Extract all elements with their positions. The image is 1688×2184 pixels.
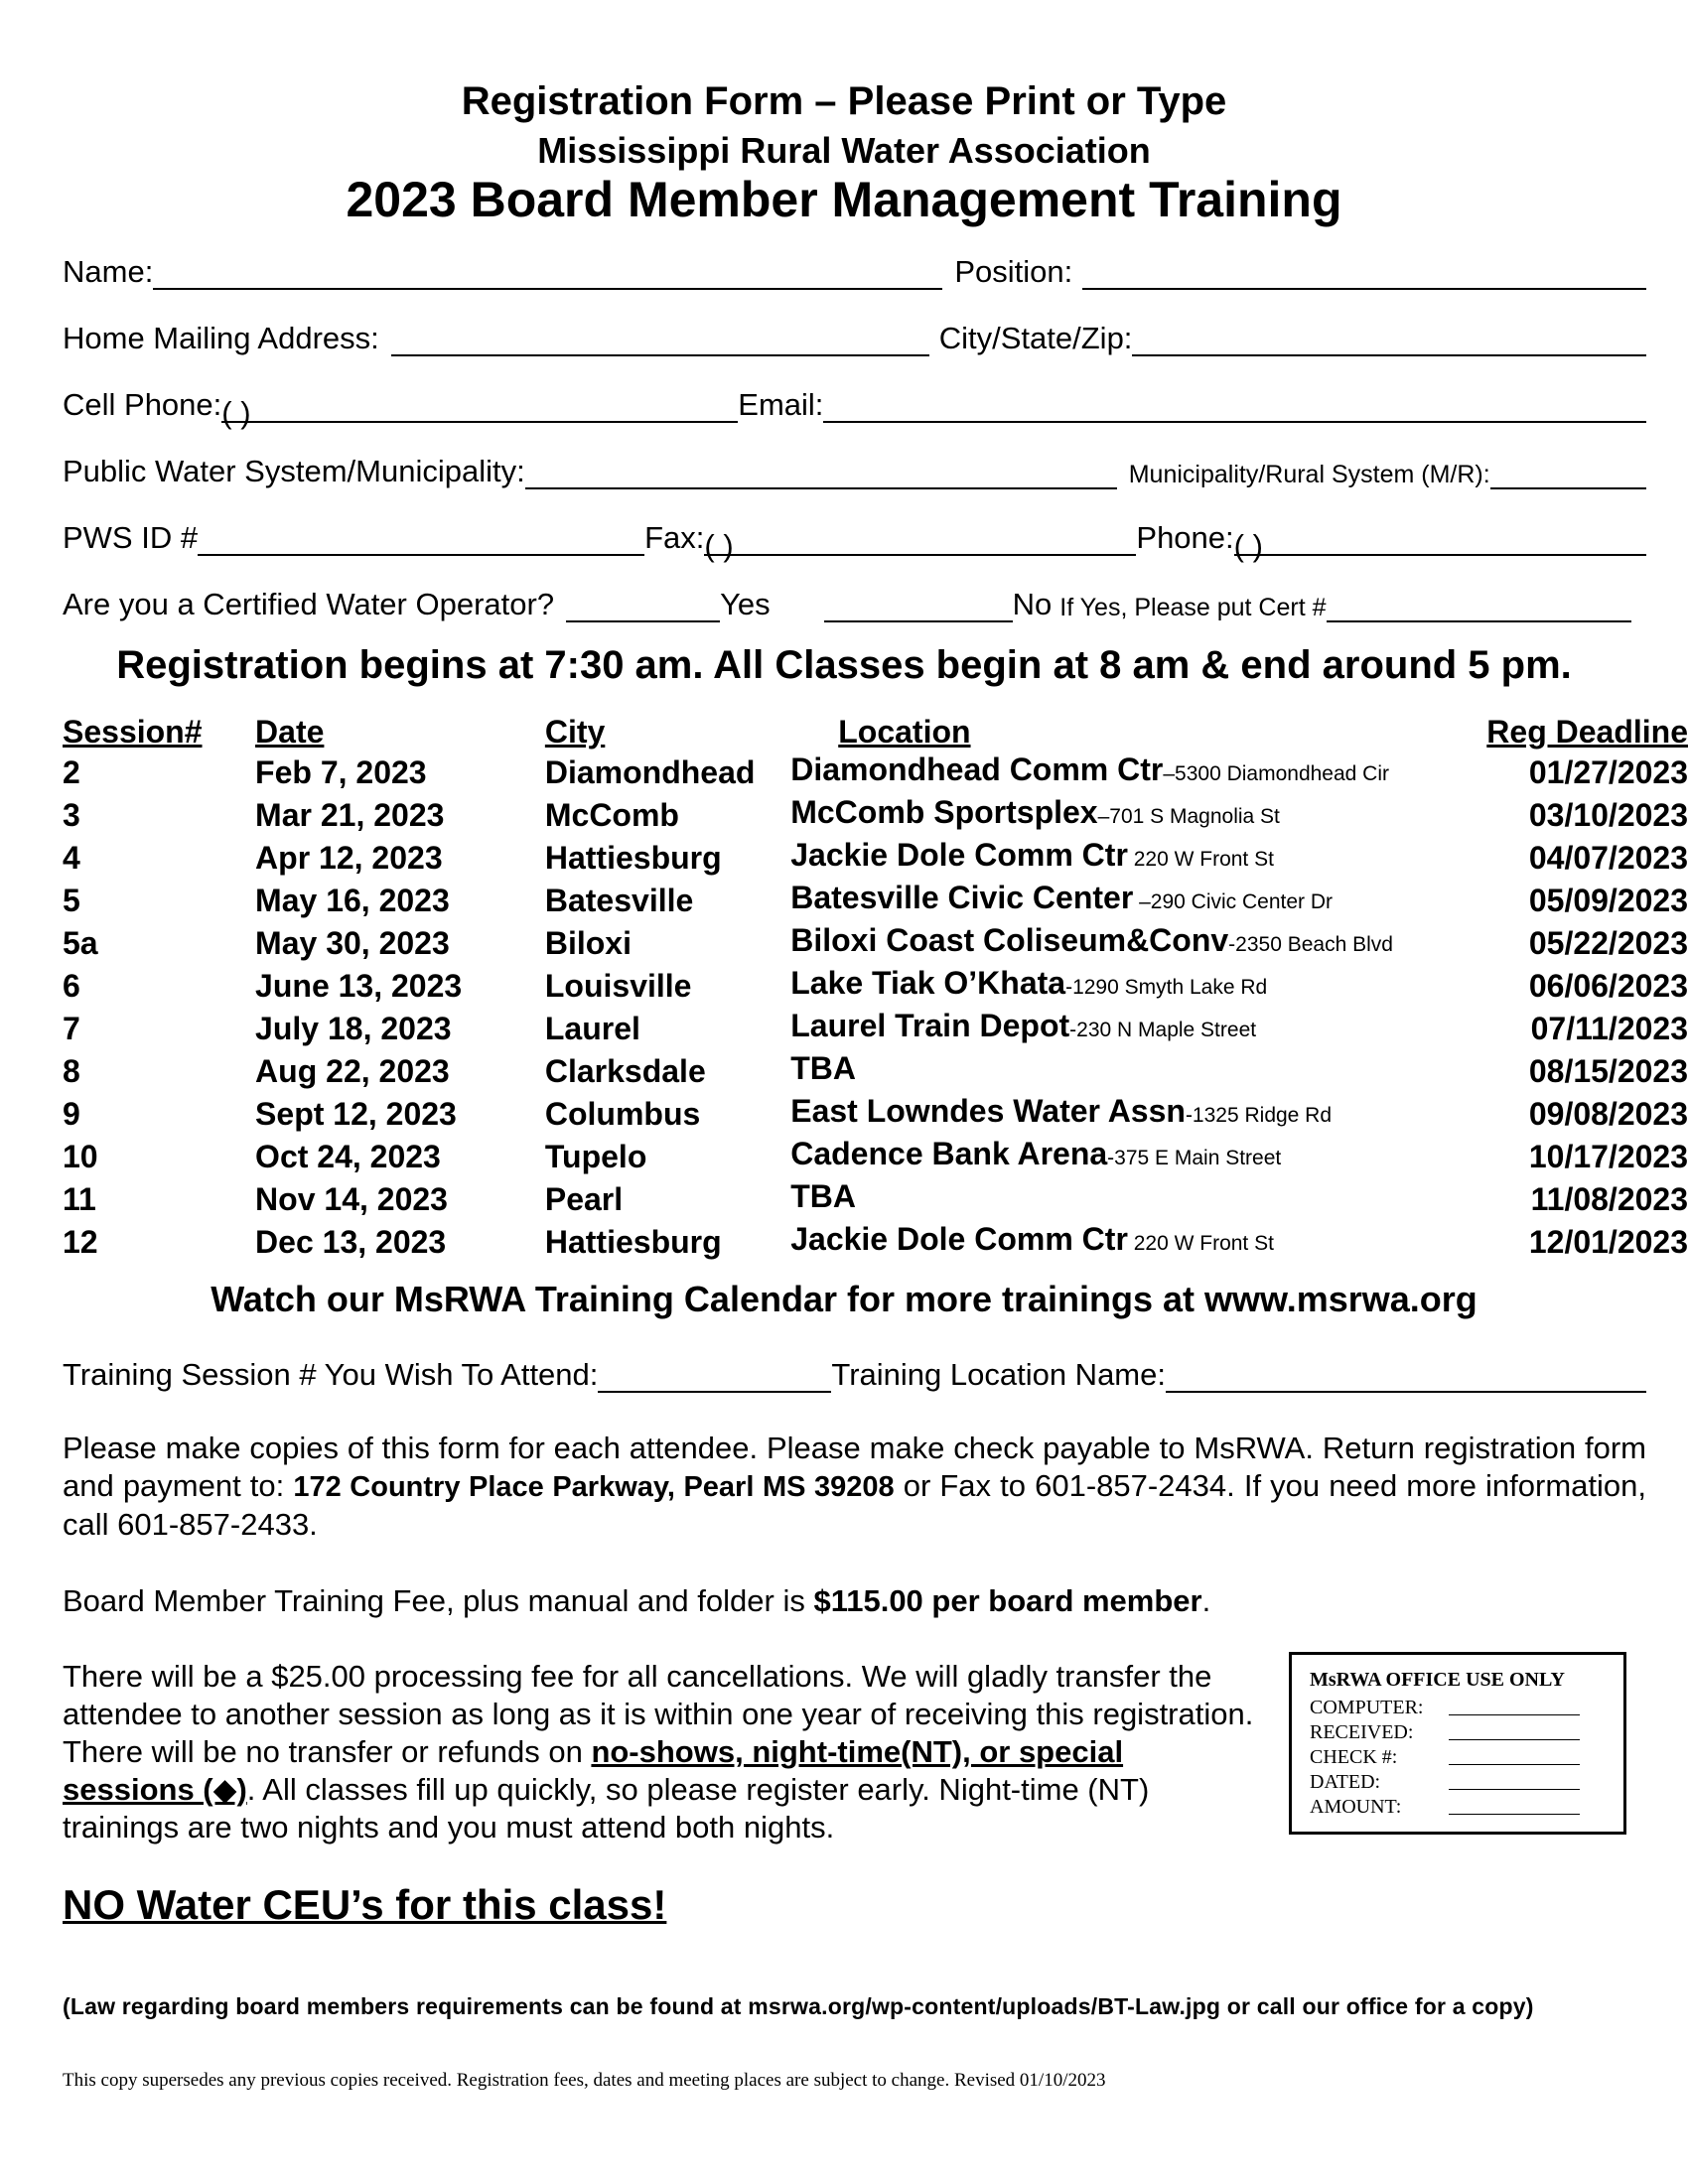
session-deadline: 06/06/2023 [1528,967,1688,1004]
session-number: 3 [63,796,80,833]
office-check-field[interactable] [1449,1745,1580,1765]
organization-name: Mississippi Rural Water Association [537,130,1151,171]
header-location: Location [838,714,971,750]
schedule-row [63,1007,1688,1049]
home-address-field[interactable] [391,325,929,356]
city-state-zip-label: City/State/Zip: [938,321,1133,355]
home-address-label: Home Mailing Address: [63,321,379,355]
no-ceu-notice: NO Water CEU’s for this class! [63,1881,667,1928]
schedule-row [63,1049,1688,1092]
session-deadline: 05/09/2023 [1528,882,1688,918]
location-wish-label: Training Location Name: [831,1357,1166,1392]
session-date: Apr 12, 2023 [255,839,443,876]
instructions-text: Please make copies of this form for each attendee. Please make check payable to MsRWA. Return registration form and payment to: [63,1431,1646,1503]
schedule-row [63,836,1688,879]
certified-yes-label: Yes [720,587,771,621]
session-deadline: 12/01/2023 [1528,1223,1688,1260]
office-dated-label: DATED: [1310,1771,1381,1793]
session-city: Tupelo [544,1138,647,1174]
session-deadline: 10/17/2023 [1528,1138,1688,1174]
email-field[interactable] [823,391,1646,423]
name-label: Name: [63,254,154,289]
instructions-contact: or Fax to 601-857-2434. If you need more information, call 601-857-2433. [63,1468,1646,1542]
law-note: (Law regarding board members requirements can be found at msrwa.org/wp-content/uploads/BT-Law.jpg or call our office for a copy) [63,1993,1534,2019]
session-deadline: 09/08/2023 [1528,1095,1688,1132]
cell-phone-field[interactable] [221,391,738,430]
office-received-label: RECEIVED: [1310,1721,1414,1743]
session-date: Mar 21, 2023 [255,796,445,833]
location-address: 220 W Front St [1127,1232,1274,1255]
cell-phone-area-code: ( ) [221,395,251,430]
session-city: Diamondhead [544,753,756,790]
session-date: Feb 7, 2023 [255,753,427,790]
session-number: 12 [63,1223,98,1260]
phone-field[interactable] [1233,524,1646,563]
session-wish-field[interactable] [598,1361,831,1393]
city-state-zip-field[interactable] [1132,325,1646,356]
phone-label: Phone: [1136,520,1234,555]
fee-period: . [1201,1583,1211,1618]
location-address: –290 Civic Center Dr [1133,890,1334,913]
session-number: 8 [63,1052,80,1089]
schedule-body [63,751,1688,1263]
return-address: 172 Country Place Parkway, Pearl MS 39208 [293,1471,895,1503]
office-computer-field[interactable] [1449,1696,1580,1715]
row-address [63,313,1646,356]
session-city: Laurel [544,1010,640,1046]
fax-area-code: ( ) [704,528,734,563]
session-date: May 16, 2023 [255,882,450,918]
position-field[interactable] [1082,258,1646,290]
session-deadline: 11/08/2023 [1530,1180,1688,1217]
session-deadline: 08/15/2023 [1528,1052,1688,1089]
certified-yes-field[interactable] [566,591,720,622]
session-city: Hattiesburg [544,839,722,876]
email-label: Email: [738,387,824,422]
office-use-box [1289,1652,1626,1835]
location-address: -2350 Beach Blvd [1228,933,1393,956]
location-address: -1290 Smyth Lake Rd [1065,976,1268,999]
office-check-label: CHECK #: [1310,1746,1398,1768]
location-address: -375 E Main Street [1107,1147,1282,1169]
schedule-row [63,1220,1688,1263]
session-wish-label: Training Session # You Wish To Attend: [63,1357,599,1392]
row-certified [63,579,1631,622]
location-wish-field[interactable] [1166,1361,1646,1393]
session-city: Clarksdale [544,1052,706,1089]
row-pws-id [63,512,1646,563]
header-date: Date [255,714,325,750]
header-city: City [544,714,606,750]
location-name: Biloxi Coast Coliseum&Conv [790,922,1229,958]
session-city: Columbus [544,1095,701,1132]
registration-notice: Registration begins at 7:30 am. All Classes begin at 8 am & end around 5 pm. [116,643,1572,687]
certified-question: Are you a Certified Water Operator? [63,587,555,621]
location-name: McComb Sportsplex [790,794,1098,830]
office-received-field[interactable] [1449,1720,1580,1740]
office-row-dated [1310,1770,1623,1795]
session-date: July 18, 2023 [255,1010,452,1046]
schedule-row [63,751,1688,793]
pws-id-field[interactable] [198,524,644,556]
schedule-row [63,1177,1688,1220]
header-deadline: Reg Deadline [1486,714,1688,750]
session-city: Biloxi [544,924,632,961]
session-deadline: 03/10/2023 [1528,796,1688,833]
session-location [790,836,1486,879]
schedule-row [63,964,1688,1007]
position-label: Position: [954,254,1073,289]
session-number: 6 [63,967,80,1004]
session-deadline: 04/07/2023 [1528,839,1688,876]
session-city: McComb [544,796,679,833]
office-computer-label: COMPUTER: [1310,1697,1424,1718]
fee-amount: $115.00 per board member [813,1583,1202,1618]
session-number: 7 [63,1010,80,1046]
location-address: –701 S Magnolia St [1097,805,1280,828]
pws-field[interactable] [525,458,1117,489]
session-number: 4 [63,839,80,876]
session-deadline: 05/22/2023 [1528,924,1688,961]
session-location [790,921,1486,964]
location-name: Lake Tiak O’Khata [790,965,1066,1001]
session-number: 11 [63,1180,96,1217]
cancellation-emphasis: no-shows, night-time(NT), or special sessions (◆) [63,1734,1124,1807]
office-dated-field[interactable] [1449,1770,1580,1790]
schedule-table [63,713,1688,1263]
session-location [790,1135,1486,1177]
session-number: 10 [63,1138,98,1174]
session-location [790,1092,1486,1135]
session-location [790,964,1486,1007]
session-number: 2 [63,753,80,790]
fax-field[interactable] [704,524,1136,563]
certified-no-field[interactable] [824,591,1013,622]
cancellation-text-2: . All classes fill up quickly, so please register early. Night-time (NT) trainings are two nights and you must attend both nights. [63,1772,1150,1844]
location-name: Laurel Train Depot [790,1008,1070,1043]
session-date: Nov 14, 2023 [255,1180,448,1217]
location-name: Cadence Bank Arena [790,1136,1108,1171]
schedule-row [63,921,1688,964]
fee-paragraph [63,1582,1646,1620]
session-location [790,879,1486,921]
schedule-row [63,793,1688,836]
office-row-amount [1310,1795,1623,1820]
session-location [790,1007,1486,1049]
location-address: -230 N Maple Street [1069,1019,1257,1041]
location-name: Diamondhead Comm Ctr [790,751,1164,787]
muni-rural-field[interactable] [1490,458,1646,489]
session-date: May 30, 2023 [255,924,450,961]
cert-number-field[interactable] [1327,591,1631,622]
revision-footer: This copy supersedes any previous copies received. Registration fees, dates and meeting places are subject to change. Revised 01/10/2023 [63,2070,1106,2091]
session-location [790,793,1486,836]
session-city: Louisville [544,967,692,1004]
training-title: 2023 Board Member Management Training [346,172,1342,227]
cell-phone-label: Cell Phone: [63,387,222,422]
schedule-header-row [63,713,1688,751]
location-address: -1325 Ridge Rd [1185,1104,1333,1127]
session-date: Sept 12, 2023 [255,1095,457,1132]
location-name: Jackie Dole Comm Ctr [790,837,1128,873]
office-row-check [1310,1745,1623,1770]
calendar-notice: Watch our MsRWA Training Calendar for more trainings at www.msrwa.org [211,1279,1477,1319]
office-use-title: MsRWA OFFICE USE ONLY [1310,1669,1565,1691]
session-number: 5a [63,924,98,961]
session-deadline: 07/11/2023 [1530,1010,1688,1046]
location-address: –5300 Diamondhead Cir [1163,762,1390,785]
phone-area-code: ( ) [1233,528,1263,563]
cancellation-text: There will be a $25.00 processing fee for all cancellations. We will gladly transfer the attendee to another session as long as it is within one year of receiving this registration. There will be no transfer or refunds on [63,1659,1254,1769]
cancellation-paragraph [63,1658,1254,1846]
location-name: Batesville Civic Center [790,880,1134,915]
session-city: Batesville [544,882,694,918]
session-city: Pearl [544,1180,624,1217]
schedule-row [63,879,1688,921]
session-city: Hattiesburg [544,1223,722,1260]
session-number: 9 [63,1095,80,1132]
form-title: Registration Form – Please Print or Type [461,79,1227,123]
session-deadline: 01/27/2023 [1528,753,1688,790]
row-pws [63,446,1646,489]
session-location [790,751,1486,793]
location-name: TBA [790,1178,856,1214]
session-date: Aug 22, 2023 [255,1052,450,1089]
location-name: TBA [790,1050,856,1086]
pws-id-label: PWS ID # [63,520,199,555]
location-name: Jackie Dole Comm Ctr [790,1221,1128,1257]
session-location [790,1220,1486,1263]
session-location [790,1177,1486,1220]
pws-label: Public Water System/Municipality: [63,454,525,488]
name-field[interactable] [153,258,942,290]
header-session: Session# [63,714,203,750]
office-amount-field[interactable] [1449,1795,1580,1815]
row-cell-email [63,379,1646,430]
fee-text: Board Member Training Fee, plus manual and folder is [63,1583,814,1618]
fax-label: Fax: [644,520,705,555]
schedule-row [63,1135,1688,1177]
session-date: June 13, 2023 [255,967,463,1004]
certified-no-label: No [1012,587,1053,621]
location-name: East Lowndes Water Assn [790,1093,1186,1129]
session-date: Oct 24, 2023 [255,1138,441,1174]
muni-rural-label: Municipality/Rural System (M/R): [1128,461,1490,488]
cert-number-label: If Yes, Please put Cert # [1059,594,1327,621]
office-row-received [1310,1720,1623,1745]
schedule-row [63,1092,1688,1135]
row-name-position [63,246,1646,290]
session-location [790,1049,1486,1092]
session-date: Dec 13, 2023 [255,1223,447,1260]
instructions-paragraph [63,1430,1646,1544]
office-row-computer [1310,1696,1623,1720]
row-attend [63,1349,1646,1393]
office-amount-label: AMOUNT: [1310,1796,1402,1818]
location-address: 220 W Front St [1127,848,1274,871]
session-number: 5 [63,882,80,918]
